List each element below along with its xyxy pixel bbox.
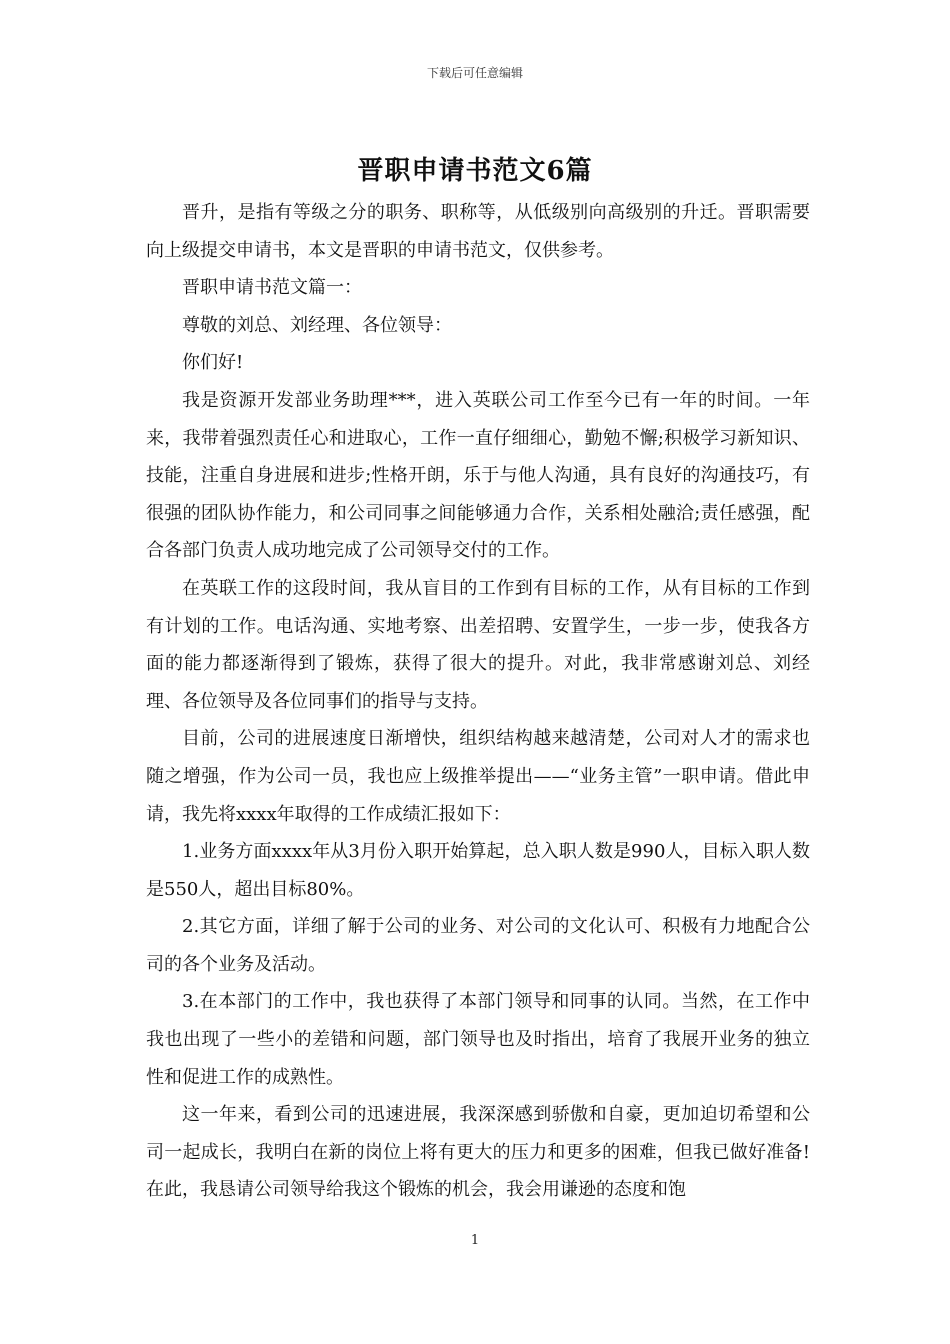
header-note: 下载后可任意编辑 [426, 66, 523, 80]
paragraph-self-intro: 我是资源开发部业务助理***，进入英联公司工作至今已有一年的时间。一年来，我带着强烈责任心和进取心，工作一直仔细细心，勤勉不懈;积极学习新知识、技能，注重自身进展和进步;性格开朗，乐于与他人沟通，具有良好的沟通技巧，有很强的团队协作能力，和公司同事之间能够通力合作，关系相处融洽;责任感强，配合各部门负责人成功地完成了公司领导交付的工作。 [146, 389, 810, 562]
paragraph-experience: 在英联工作的这段时间，我从盲目的工作到有目标的工作，从有目标的工作到有计划的工作。电话沟通、实地考察、出差招聘、安置学生，一步一步，使我各方面的能力都逐渐得到了锻炼，获得了很大的提升。对此，我非常感谢刘总、刘经理、各位领导及各位同事们的指导与支持。 [146, 577, 810, 712]
document-body [146, 194, 810, 1209]
paragraph-closing: 这一年来，看到公司的迅速进展，我深深感到骄傲和自豪，更加迫切希望和公司一起成长，我明白在新的岗位上将有更大的压力和更多的困难，但我已做好准备!在此，我恳请公司领导给我这个锻炼的机会，我会用谦逊的态度和饱 [146, 1104, 810, 1201]
document-title: 晋职申请书范文6篇 [357, 156, 593, 186]
paragraph-intro: 晋升，是指有等级之分的职务、职称等，从低级别向高级别的升迁。晋职需要向上级提交申请书，本文是晋职的申请书范文，仅供参考。 [146, 202, 810, 261]
paragraph-item-1: 1.业务方面xxxx年从3月份入职开始算起，总入职人数是990人，目标入职人数是550人，超出目标80%。 [146, 841, 810, 900]
paragraph-request: 目前，公司的进展速度日渐增快，组织结构越来越清楚，公司对人才的需求也随之增强，作为公司一员，我也应上级推举提出——“业务主管”一职申请。借此申请，我先将xxxx年取得的工作成绩汇报如下： [146, 728, 810, 825]
paragraph-section-heading: 晋职申请书范文篇一： [182, 277, 362, 299]
page-number: 1 [470, 1233, 480, 1248]
paragraph-item-3: 3.在本部门的工作中，我也获得了本部门领导和同事的认同。当然，在工作中我也出现了一些小的差错和问题，部门领导也及时指出，培育了我展开业务的独立性和促进工作的成熟性。 [146, 991, 810, 1088]
paragraph-salutation: 尊敬的刘总、刘经理、各位领导： [182, 314, 452, 336]
paragraph-item-2: 2.其它方面，详细了解于公司的业务、对公司的文化认可、积极有力地配合公司的各个业务及活动。 [146, 916, 810, 975]
paragraph-greeting: 你们好! [182, 352, 244, 374]
